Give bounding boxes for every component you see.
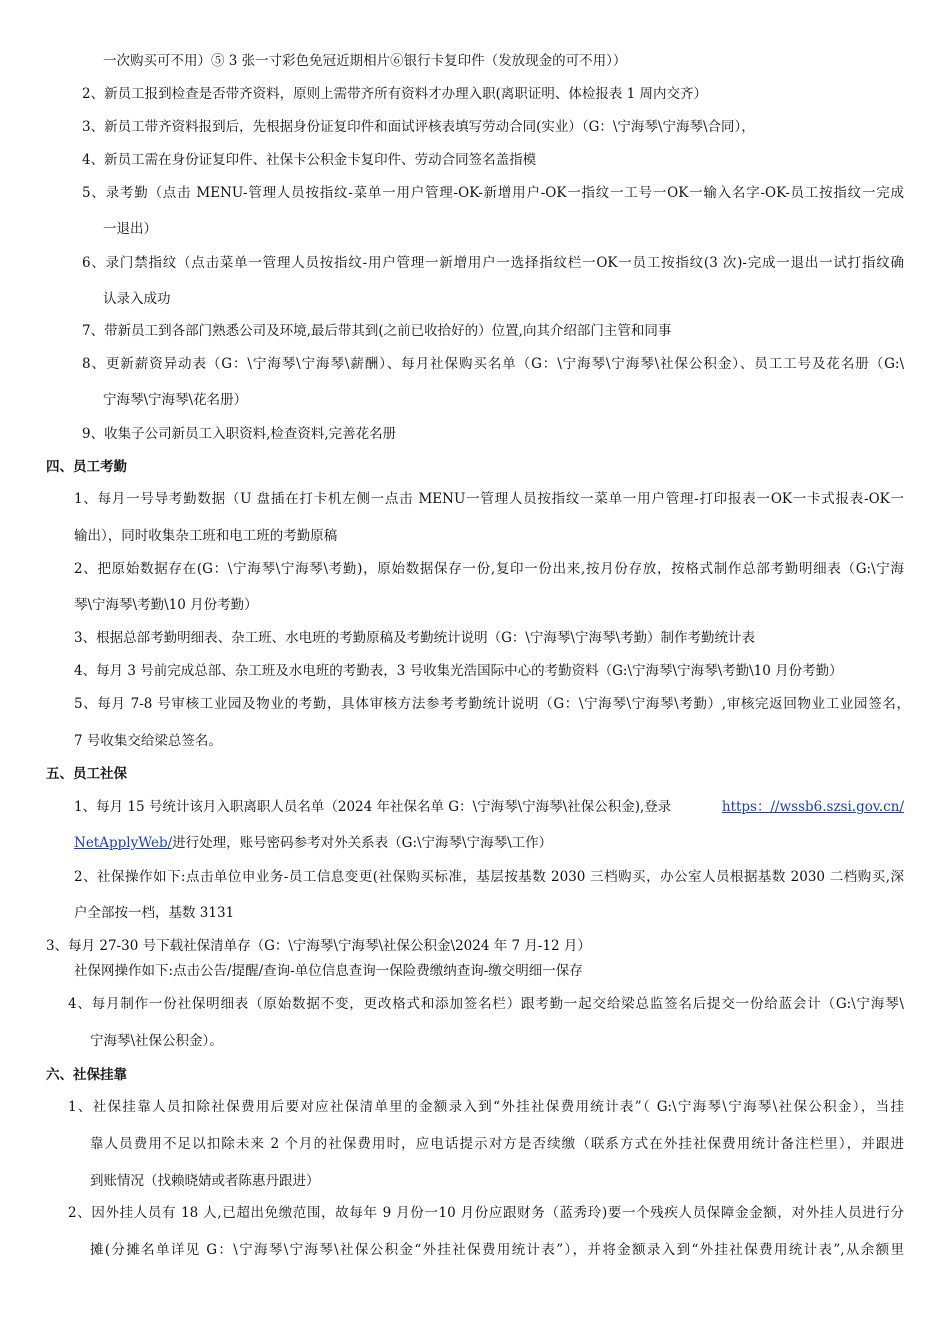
- text-line: 7 号收集交给梁总签名。: [74, 733, 222, 749]
- text-line: 社保网操作如下:点击公告/提醒/查询-单位信息查询一保险费缴纳查询-缴交明细一保存: [74, 963, 583, 979]
- text-line: 到账情况（找赖晓婧或者陈惠丹跟进）: [90, 1173, 320, 1189]
- list-item: 3、新员工带齐资料报到后，先根据身份证复印件和面试评核表填写劳动合同(实业）（G：\宁海琴\宁海琴\合同），: [82, 119, 755, 135]
- list-item: 2、新员工报到检查是否带齐资料，原则上需带齐所有资料才办理入职(离职证明、体检报表 1 周内交齐）: [82, 86, 708, 102]
- text-line: 靠人员费用不足以扣除未来 2 个月的社保费用时，应电话提示对方是否续缴（联系方式在外挂社保费用统计备注栏里），并跟进: [90, 1136, 904, 1152]
- text-span: 进行处理，账号密码参考对外关系表（G:\宁海琴\宁海琴\工作）: [172, 835, 553, 851]
- text-line: 琴\宁海琴\考勤\10 月份考勤）: [74, 597, 258, 613]
- text-line: 摊(分摊名单详见 G：\宁海琴\宁海琴\社保公积金“外挂社保费用统计表”），并将金额录入到“外挂社保费用统计表”,从余额里: [90, 1242, 904, 1258]
- text-line: 一退出）: [103, 221, 157, 237]
- list-item: 7、带新员工到各部门熟悉公司及环境,最后带其到(之前已收拾好的）位置,向其介绍部门主管和同事: [82, 323, 672, 339]
- text-line: [74, 833, 552, 853]
- list-item: 3、每月 27-30 号下载社保清单存（G：\宁海琴\宁海琴\社保公积金\2024 年 7 月-12 月）: [46, 938, 591, 954]
- text-line: 户全部按一档，基数 3131: [74, 905, 235, 921]
- list-item: 9、收集子公司新员工入职资料,检查资料,完善花名册: [82, 426, 397, 442]
- list-item: 5、录考勤（点击 MENU-管理人员按指纹-菜单一用户管理-OK-新增用户-OK一指纹一工号一OK一输入名字-OK-员工按指纹一完成: [82, 185, 904, 201]
- text-line: 一次购买可不用）⑤ 3 张一寸彩色免冠近期相片⑥银行卡复印件（发放现金的可不用））: [103, 53, 627, 69]
- text-line: 输出），同时收集杂工班和电工班的考勤原稿: [74, 528, 338, 544]
- web-link[interactable]: NetApplyWeb/: [74, 835, 173, 851]
- text-line: 宁海琴\宁海琴\花名册）: [103, 392, 248, 408]
- list-item: 2、把原始数据存在(G：\宁海琴\宁海琴\考勤)，原始数据保存一份,复印一份出来,按月份存放，按格式制作总部考勤明细表（G:\宁海: [74, 561, 904, 577]
- list-item: 2、社保操作如下:点击单位申业务-员工信息变更(社保购买标准，基层按基数 2030 三档购买，办公室人员根据基数 2030 二档购买,深: [74, 869, 904, 885]
- list-item: 1、社保挂靠人员扣除社保费用后要对应社保清单里的金额录入到“外挂社保费用统计表”（ G:\宁海琴\宁海琴\社保公积金），当挂: [68, 1099, 904, 1115]
- list-item: 4、每月 3 号前完成总部、杂工班及水电班的考勤表，3 号收集光浩国际中心的考勤资料（G:\宁海琴\宁海琴\考勤\10 月份考勤）: [74, 663, 843, 679]
- list-item: 6、录门禁指纹（点击菜单一管理人员按指纹-用户管理一新增用户一选择指纹栏一OK一员工按指纹(3 次)-完成一退出一试打指纹确: [82, 255, 904, 271]
- list-item: 4、新员工需在身份证复印件、社保卡公积金卡复印件、劳动合同签名盖指模: [82, 152, 537, 168]
- list-item: [74, 797, 904, 817]
- web-link[interactable]: https：//wssb6.szsi.gov.cn/: [721, 799, 904, 815]
- list-item: 8、更新薪资异动表（G：\宁海琴\宁海琴\薪酬）、每月社保购买名单（G：\宁海琴\宁海琴\社保公积金）、员工工号及花名册（G:\: [82, 356, 904, 372]
- list-item: 1、每月一号导考勤数据（U 盘插在打卡机左侧一点击 MENU一管理人员按指纹一菜单一用户管理-打印报表一OK一卡式报表-OK一: [74, 491, 904, 507]
- section-heading: 四、员工考勤: [46, 459, 127, 475]
- section-heading: 六、社保挂靠: [46, 1067, 127, 1083]
- text-line: 认录入成功: [103, 291, 171, 307]
- list-item: 3、根据总部考勤明细表、杂工班、水电班的考勤原稿及考勤统计说明（G：\宁海琴\宁海琴\考勤）制作考勤统计表: [74, 630, 756, 646]
- section-heading: 五、员工社保: [46, 766, 127, 782]
- text-span: 1、每月 15 号统计该月入职离职人员名单（2024 年社保名单 G：\宁海琴\宁海琴\社保公积金),登录: [74, 799, 672, 815]
- list-item: 5、每月 7-8 号审核工业园及物业的考勤，具体审核方法参考考勤统计说明（G：\宁海琴\宁海琴\考勤）,审核完返回物业工业园签名，: [74, 696, 910, 712]
- list-item: 2、因外挂人员有 18 人,已超出免缴范围，故每年 9 月份一10 月份应跟财务（蓝秀玲)要一个残疾人员保障金金额，对外挂人员进行分: [68, 1205, 904, 1221]
- text-line: 宁海琴\社保公积金）。: [90, 1033, 223, 1049]
- list-item: 4、每月制作一份社保明细表（原始数据不变，更改格式和添加签名栏）跟考勤一起交给梁总监签名后提交一份给蓝会计（G:\宁海琴\: [68, 996, 904, 1012]
